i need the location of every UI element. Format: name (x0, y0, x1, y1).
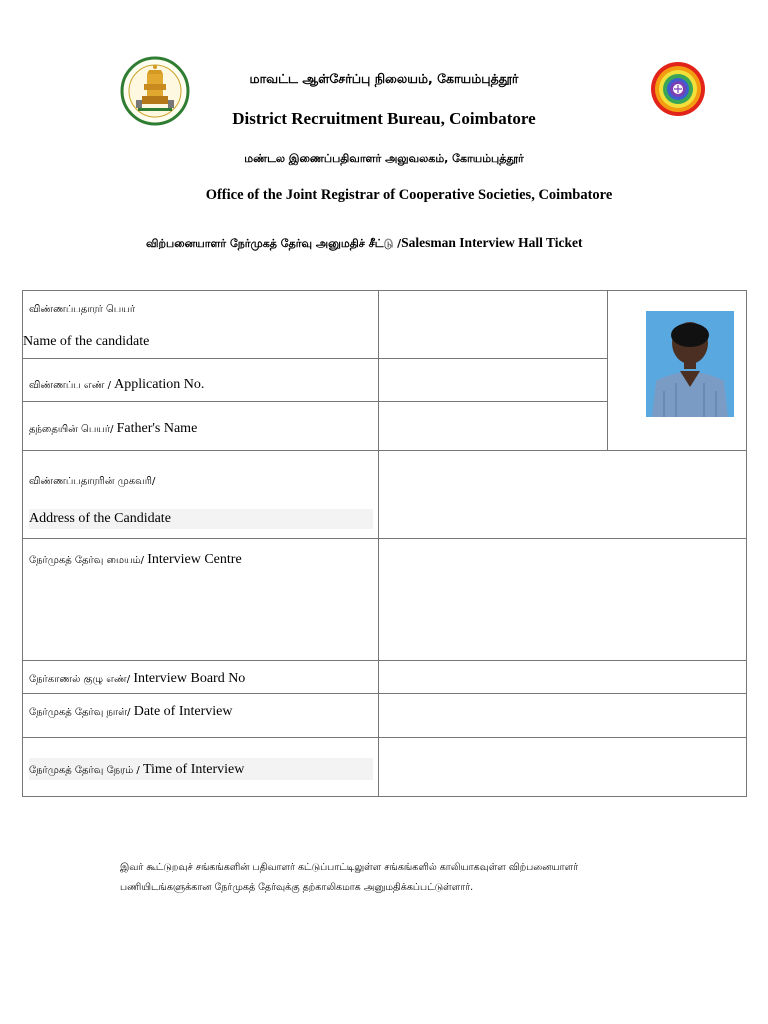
board-label-english: Interview Board No (133, 671, 246, 686)
address-label-tamil: விண்ணப்பதாரரின் முகவரி/ (29, 476, 156, 487)
father-label-cell (23, 402, 379, 451)
centre-value-cell (379, 539, 747, 661)
photo-cell (608, 291, 747, 451)
centre-label-tamil: நேர்முகத் தேர்வு மையம்/ (29, 555, 148, 566)
footer-note-line2: பணியிடங்களுக்கான நேர்முகத் தேர்வுக்கு தற்காலிகமாக அனுமதிக்கப்பட்டுள்ளார். (120, 882, 474, 893)
appno-label-cell (23, 359, 379, 402)
address-value-cell (379, 451, 747, 539)
board-label-cell (23, 661, 379, 694)
candidate-details-table (22, 290, 747, 797)
date-label-english: Date of Interview (133, 704, 233, 719)
centre-label-english: Interview Centre (147, 552, 242, 567)
hall-ticket-tamil: விற்பனையாளர் நேர்முகத் தேர்வு அனுமதிச் சீட்டு / (146, 237, 402, 250)
father-label-tamil: தந்தையின் பெயர்/ (29, 424, 117, 435)
name-value-cell (379, 291, 608, 359)
footer-note-line1: இவர் கூட்டுறவுச் சங்கங்களின் பதிவாளர் கட்டுப்பாட்டிலுள்ள சங்கங்களில் காலியாகவுள்ள விற்பனையாளர் (120, 862, 579, 873)
address-label-cell (23, 451, 379, 539)
board-label (29, 669, 245, 687)
time-label (29, 758, 373, 780)
office-title: Office of the Joint Registrar of Cooperative Societies, Coimbatore (205, 187, 613, 203)
candidate-photo (646, 311, 734, 417)
appno-label (29, 375, 204, 393)
date-label (29, 702, 232, 720)
hall-ticket-title (146, 234, 583, 252)
tamil-bureau-heading: மாவட்ட ஆள்சேர்ப்பு நிலையம், கோயம்புத்தூர் (249, 71, 519, 86)
name-label-cell (23, 291, 379, 359)
centre-label (29, 550, 242, 568)
board-value-cell (379, 661, 747, 694)
name-label-english: Name of the candidate (23, 334, 150, 349)
father-label (29, 419, 197, 437)
centre-label-cell (23, 539, 379, 661)
appno-label-tamil: விண்ணப்ப எண் / (29, 380, 115, 391)
time-label-tamil: நேர்முகத் தேர்வு நேரம் / (29, 765, 143, 776)
address-label-english: Address of the Candidate (29, 509, 373, 529)
time-label-cell (23, 738, 379, 797)
tamil-office-heading: மண்டல இணைப்பதிவாளர் அலுவலகம், கோயம்புத்தூர் (244, 152, 524, 165)
date-label-cell (23, 694, 379, 738)
date-label-tamil: நேர்முகத் தேர்வு நாள்/ (29, 707, 134, 718)
date-value-cell (379, 694, 747, 738)
appno-value-cell (379, 359, 608, 402)
hall-ticket-english: Salesman Interview Hall Ticket (401, 235, 583, 250)
time-value-cell (379, 738, 747, 797)
father-label-english: Father's Name (116, 421, 198, 436)
father-value-cell (379, 402, 608, 451)
board-label-tamil: நேர்காணல் குழு எண்/ (29, 674, 134, 685)
bureau-title: District Recruitment Bureau, Coimbatore (232, 109, 536, 128)
name-label-tamil: விண்ணப்பதாரர் பெயர் (29, 304, 136, 315)
appno-label-english: Application No. (114, 377, 205, 392)
time-label-english: Time of Interview (142, 762, 245, 777)
